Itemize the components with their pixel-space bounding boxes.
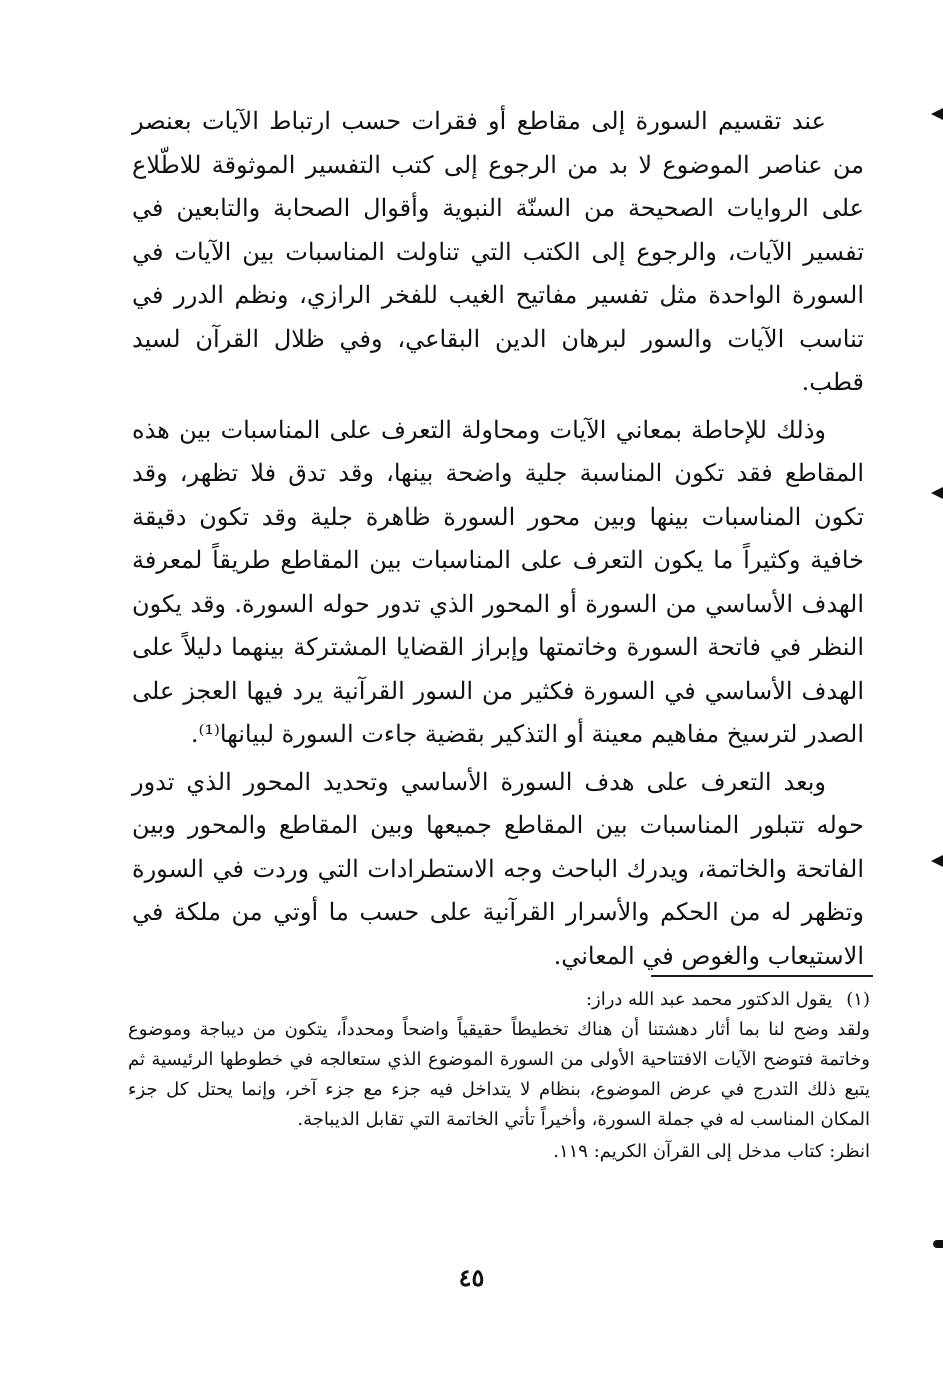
edge-mark-icon (931, 108, 943, 120)
footnote-number: (١) (846, 989, 870, 1010)
footnote-intro: يقول الدكتور محمد عبد الله دراز: (585, 989, 833, 1010)
edge-mark-icon (931, 487, 943, 499)
footnote-header (128, 985, 870, 1015)
footnote-divider (651, 975, 873, 977)
page-number: ٤٥ (458, 1263, 485, 1292)
footnotes (128, 985, 870, 1167)
edge-mark-icon (931, 855, 943, 867)
footnote-source: انظر: كتاب مدخل إلى القرآن الكريم: ١١٩. (553, 1141, 870, 1162)
main-text (132, 100, 864, 982)
footnote-quote: ولقد وضح لنا بما أثار دهشتنا أن هناك تخطيطاً حقيقياً واضحاً ومحدداً، يتكون من ديباجة وموضوع وخاتمة فتوضح الآيات الافتتاحية الأولى من السورة الموضوع الذي ستعالجه في خطوطها الرئيسية ثم يتبع ذلك التدرج في عرض الموضوع، بنظام لا يتداخل فيه جزء مع جزء آخر، وإنما يحتل كل جزء المكان المناسب له في جملة السورة، وأخيراً تأتي الخاتمة التي تقابل الديباجة. (128, 1019, 870, 1130)
paragraph-1: عند تقسيم السورة إلى مقاطع أو فقرات حسب ارتباط الآيات بعنصر من عناصر الموضوع لا بد من الرجوع إلى كتب التفسير الموثوقة للاطّلاع على الروايات الصحيحة من السنّة النبوية وأقوال الصحابة والتابعين في تفسير الآيات، والرجوع إلى الكتب التي تناولت المناسبات بين الآيات في السورة الواحدة مثل تفسير مفاتيح الغيب للفخر الرازي، ونظم الدرر في تناسب الآيات والسور لبرهان الدين البقاعي، وفي ظلال القرآن لسيد قطب. (132, 107, 864, 396)
edge-dot-icon (933, 1240, 943, 1248)
paragraph-2: وذلك للإحاطة بمعاني الآيات ومحاولة التعرف على المناسبات بين هذه المقاطع فقد تكون المناسبة جلية واضحة بينها، وقد تدق فلا تظهر، وقد تكون المناسبات بينها وبين محور السورة ظاهرة جلية وقد تكون دقيقة خافية وكثيراً ما يكون التعرف على المناسبات بين المقاطع طريقاً لمعرفة الهدف الأساسي من السورة أو المحور الذي تدور حوله السورة. وقد يكون النظر في فاتحة السورة وخاتمتها وإبراز القضايا المشتركة بينهما دليلاً على الهدف الأساسي في السورة فكثير من السور القرآنية يرد فيها العجز على الصدر لترسيخ مفاهيم معينة أو التذكير بقضية جاءت السورة لبيانها⁽¹⁾. (132, 415, 865, 748)
paragraph-3: وبعد التعرف على هدف السورة الأساسي وتحديد المحور الذي تدور حوله تتبلور المناسبات بين المقاطع جميعها وبين المقاطع والمحور وبين الفاتحة والخاتمة، ويدرك الباحث وجه الاستطرادات التي وردت في السورة وتظهر له من الحكم والأسرار القرآنية على حسب ما أوتي من ملكة في الاستيعاب والغوص في المعاني. (132, 767, 864, 970)
